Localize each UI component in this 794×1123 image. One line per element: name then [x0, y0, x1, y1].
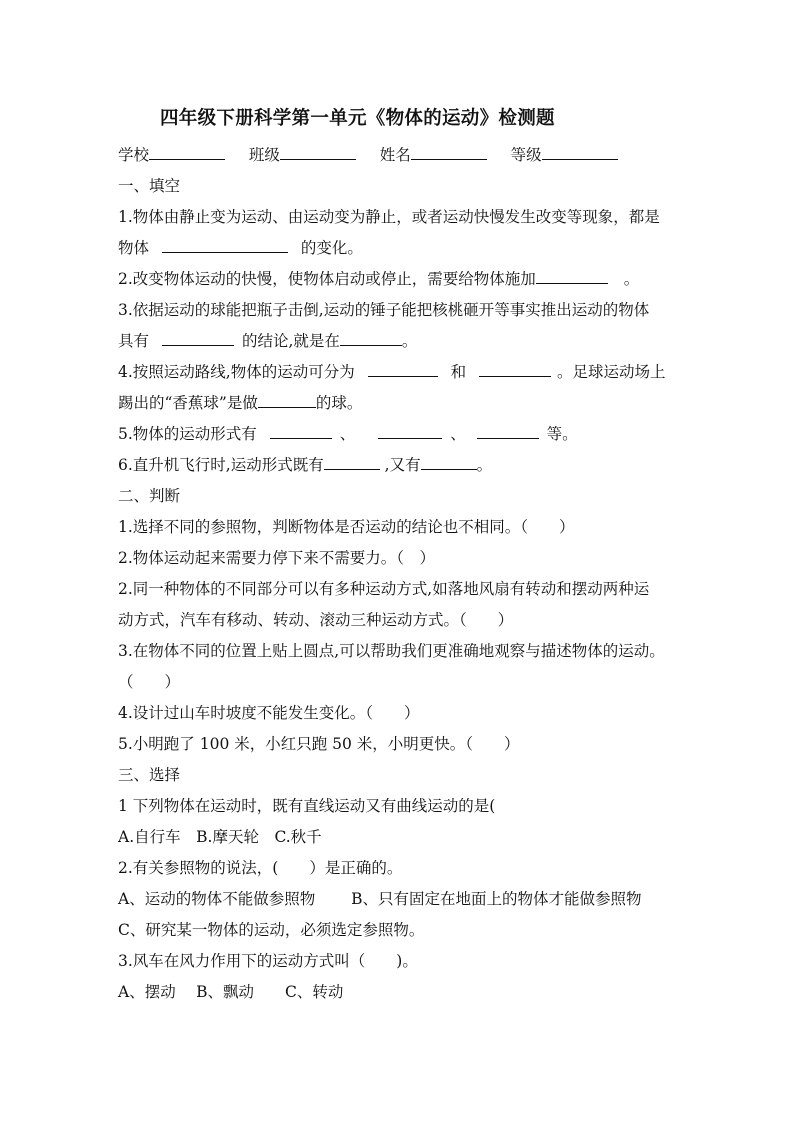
fill-q6-blank-1[interactable]	[324, 455, 380, 470]
fill-q5-blank-2[interactable]	[378, 424, 442, 439]
judge-question: 4.设计过山车时坡度不能发生变化。（ ）	[118, 704, 420, 722]
fill-q3-line1: 3.依据运动的球能把瓶子击倒,运动的锤子能把核桃砸开等事实推出运动的物体	[118, 301, 650, 319]
fill-q5-blank-3[interactable]	[477, 424, 539, 439]
fill-q5-text: 5.物体的运动形式有	[118, 425, 257, 443]
fill-q6-text: 6.直升机飞行时,运动形式既有	[118, 456, 324, 474]
choice-question: 2.有关参照物的说法，( ）是正确的。	[118, 859, 403, 877]
choice-question: 3.风车在风力作用下的运动方式叫（ )。	[118, 952, 418, 970]
fill-q5-text-end: 等。	[546, 425, 578, 443]
fill-q3-text: 具有	[118, 332, 150, 350]
grade-label: 等级	[510, 146, 542, 164]
name-label: 姓名	[379, 146, 411, 164]
fill-q6	[118, 455, 492, 475]
fill-q2-blank[interactable]	[536, 269, 608, 284]
fill-q3-text-mid: 的结论,就是在	[241, 332, 340, 350]
choice-options: A、运动的物体不能做参照物 B、只有固定在地面上的物体才能做参照物	[118, 890, 642, 908]
fill-q4-text-2: 踢出的“香蕉球”是做	[118, 394, 258, 412]
fill-q1-line2	[118, 238, 363, 258]
choice-question: 1 下列物体在运动时，既有直线运动又有曲线运动的是(	[118, 797, 496, 815]
section-fill-heading: 一、填空	[118, 177, 181, 195]
fill-q6-text-mid: ,又有	[384, 456, 421, 474]
choice-options: A.自行车 B.摩天轮 C.秋千	[118, 828, 322, 846]
fill-q5	[118, 424, 578, 444]
fill-q1-line1: 1.物体由静止变为运动、由运动变为静止，或者运动快慢发生改变等现象，都是	[118, 208, 660, 226]
page-title: 四年级下册科学第一单元《物体的运动》检测题	[160, 108, 555, 129]
judge-question: （ ）	[118, 673, 181, 691]
fill-q4-text-2-end: 的球。	[315, 394, 363, 412]
fill-q6-blank-2[interactable]	[421, 455, 477, 470]
judge-question: 2.同一种物体的不同部分可以有多种运动方式,如落地风扇有转动和摆动两种运	[118, 580, 650, 598]
judge-question: 动方式，汽车有移动、转动、滚动三种运动方式。（ ）	[118, 611, 514, 629]
fill-q4-blank-3[interactable]	[258, 393, 316, 408]
fill-q4-text-mid: 和	[450, 363, 467, 381]
judge-question: 3.在物体不同的位置上贴上圆点,可以帮助我们更准确地观察与描述物体的运动。	[118, 642, 665, 660]
section-choice-heading: 三、选择	[118, 766, 181, 784]
fill-q2-text-end: 。	[623, 270, 640, 288]
fill-q4-text-end: 。足球运动场上	[557, 363, 666, 381]
fill-q1-text: 物体	[118, 239, 150, 257]
fill-q4-blank-2[interactable]	[479, 362, 551, 377]
fill-q4-blank-1[interactable]	[368, 362, 438, 377]
school-blank[interactable]	[149, 145, 225, 160]
fill-q3-blank-2[interactable]	[340, 331, 402, 346]
fill-q2	[118, 269, 639, 289]
fill-q3-blank-1[interactable]	[162, 331, 234, 346]
judge-question: 2.物体运动起来需要力停下来不需要力。（ ）	[118, 549, 436, 567]
info-row	[118, 145, 618, 165]
fill-q4-line1	[118, 362, 666, 382]
fill-q5-blank-1[interactable]	[270, 424, 332, 439]
fill-q4-line2	[118, 393, 362, 413]
judge-question: 1.选择不同的参照物，判断物体是否运动的结论也不相同。（ ）	[118, 518, 575, 536]
fill-q3-text-end: 。	[401, 332, 418, 350]
class-blank[interactable]	[280, 145, 356, 160]
fill-q1-blank[interactable]	[162, 238, 288, 253]
class-label: 班级	[248, 146, 280, 164]
fill-q3-line2	[118, 331, 417, 351]
fill-q1-text-end: 的变化。	[300, 239, 363, 257]
school-label: 学校	[118, 146, 150, 164]
judge-question: 5.小明跑了 100 米，小红只跑 50 米，小明更快。（ ）	[118, 735, 520, 753]
choice-options: A、摆动 B、飘动 C、转动	[118, 983, 344, 1001]
section-judge-heading: 二、判断	[118, 487, 181, 505]
name-blank[interactable]	[411, 145, 487, 160]
fill-q5-sep-2: 、	[450, 425, 466, 443]
choice-options: C、研究某一物体的运动，必须选定参照物。	[118, 921, 425, 939]
fill-q6-text-end: 。	[476, 456, 493, 474]
fill-q2-text: 2.改变物体运动的快慢，使物体启动或停止，需要给物体施加	[118, 270, 536, 288]
grade-blank[interactable]	[542, 145, 618, 160]
fill-q5-sep-1: 、	[339, 425, 356, 443]
fill-q4-text: 4.按照运动路线,物体的运动可分为	[118, 363, 355, 381]
